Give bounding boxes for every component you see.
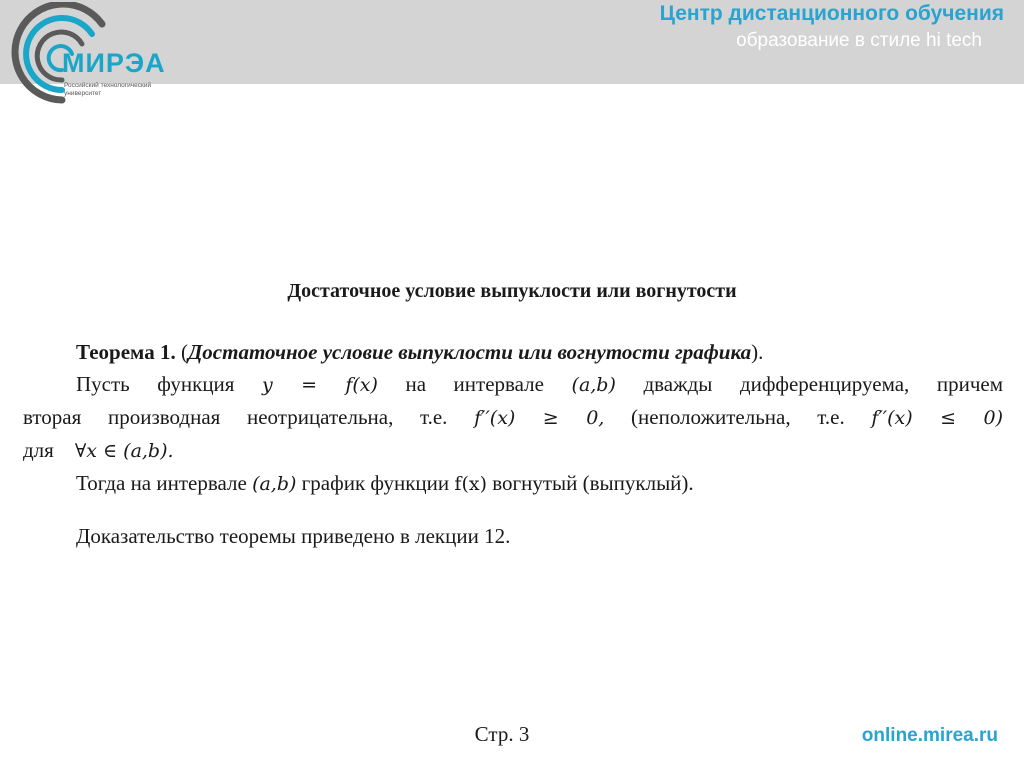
text-segment: дважды дифференцируема, причем (615, 372, 1003, 396)
math-interval: (a,b) (252, 473, 297, 495)
text-segment: для (23, 438, 60, 462)
theorem-paren-close: ). (751, 340, 764, 364)
site-url-link[interactable]: online.mirea.ru (861, 725, 998, 746)
page-number: Стр. 3 (474, 722, 530, 746)
mirea-logo (6, 2, 176, 112)
document-title: Достаточное условие выпуклости или вогнутости (287, 280, 737, 302)
math-function: y = f(x) (262, 374, 378, 396)
math-interval: (a,b) (571, 374, 616, 396)
text-segment: вторая производная неотрицательна, т.е. (23, 405, 475, 429)
text-segment: вогнутый (выпуклый). (486, 471, 694, 495)
header-title: Центр дистанционного обучения (659, 2, 1004, 25)
text-segment: график функции (296, 471, 455, 495)
theorem-line-1 (23, 368, 1003, 401)
theorem-line-3 (23, 434, 1003, 467)
header-subtitle: образование в стиле hi tech (736, 30, 982, 51)
text-segment: на интервале (377, 372, 572, 396)
theorem-label: Теорема 1. (76, 340, 176, 364)
theorem-heading (23, 336, 1003, 368)
math-second-derivative-nonpos: f′′(x) ≤ 0) (871, 407, 1004, 429)
logo-subtext: Российский технологический университет (64, 82, 152, 97)
theorem-line-2 (23, 401, 1003, 434)
theorem-conclusion (23, 467, 1003, 500)
theorem-block (23, 336, 1003, 500)
text-segment: Пусть функция (76, 372, 262, 396)
text-segment: Тогда на интервале (76, 471, 253, 495)
math-for-all: ∀x ∈ (a,b). (74, 440, 174, 462)
proof-reference: Доказательство теоремы приведено в лекции 12. (76, 524, 511, 548)
text-segment: (неположительна, т.е. (604, 405, 872, 429)
math-second-derivative-nonneg: f′′(x) ≥ 0, (474, 407, 605, 429)
logo-wordmark: МИРЭА (62, 48, 166, 78)
theorem-paren-open: ( (180, 340, 188, 364)
math-function-f: f(x) (454, 473, 487, 495)
theorem-name: Достаточное условие выпуклости или вогнутости графика (187, 340, 752, 364)
